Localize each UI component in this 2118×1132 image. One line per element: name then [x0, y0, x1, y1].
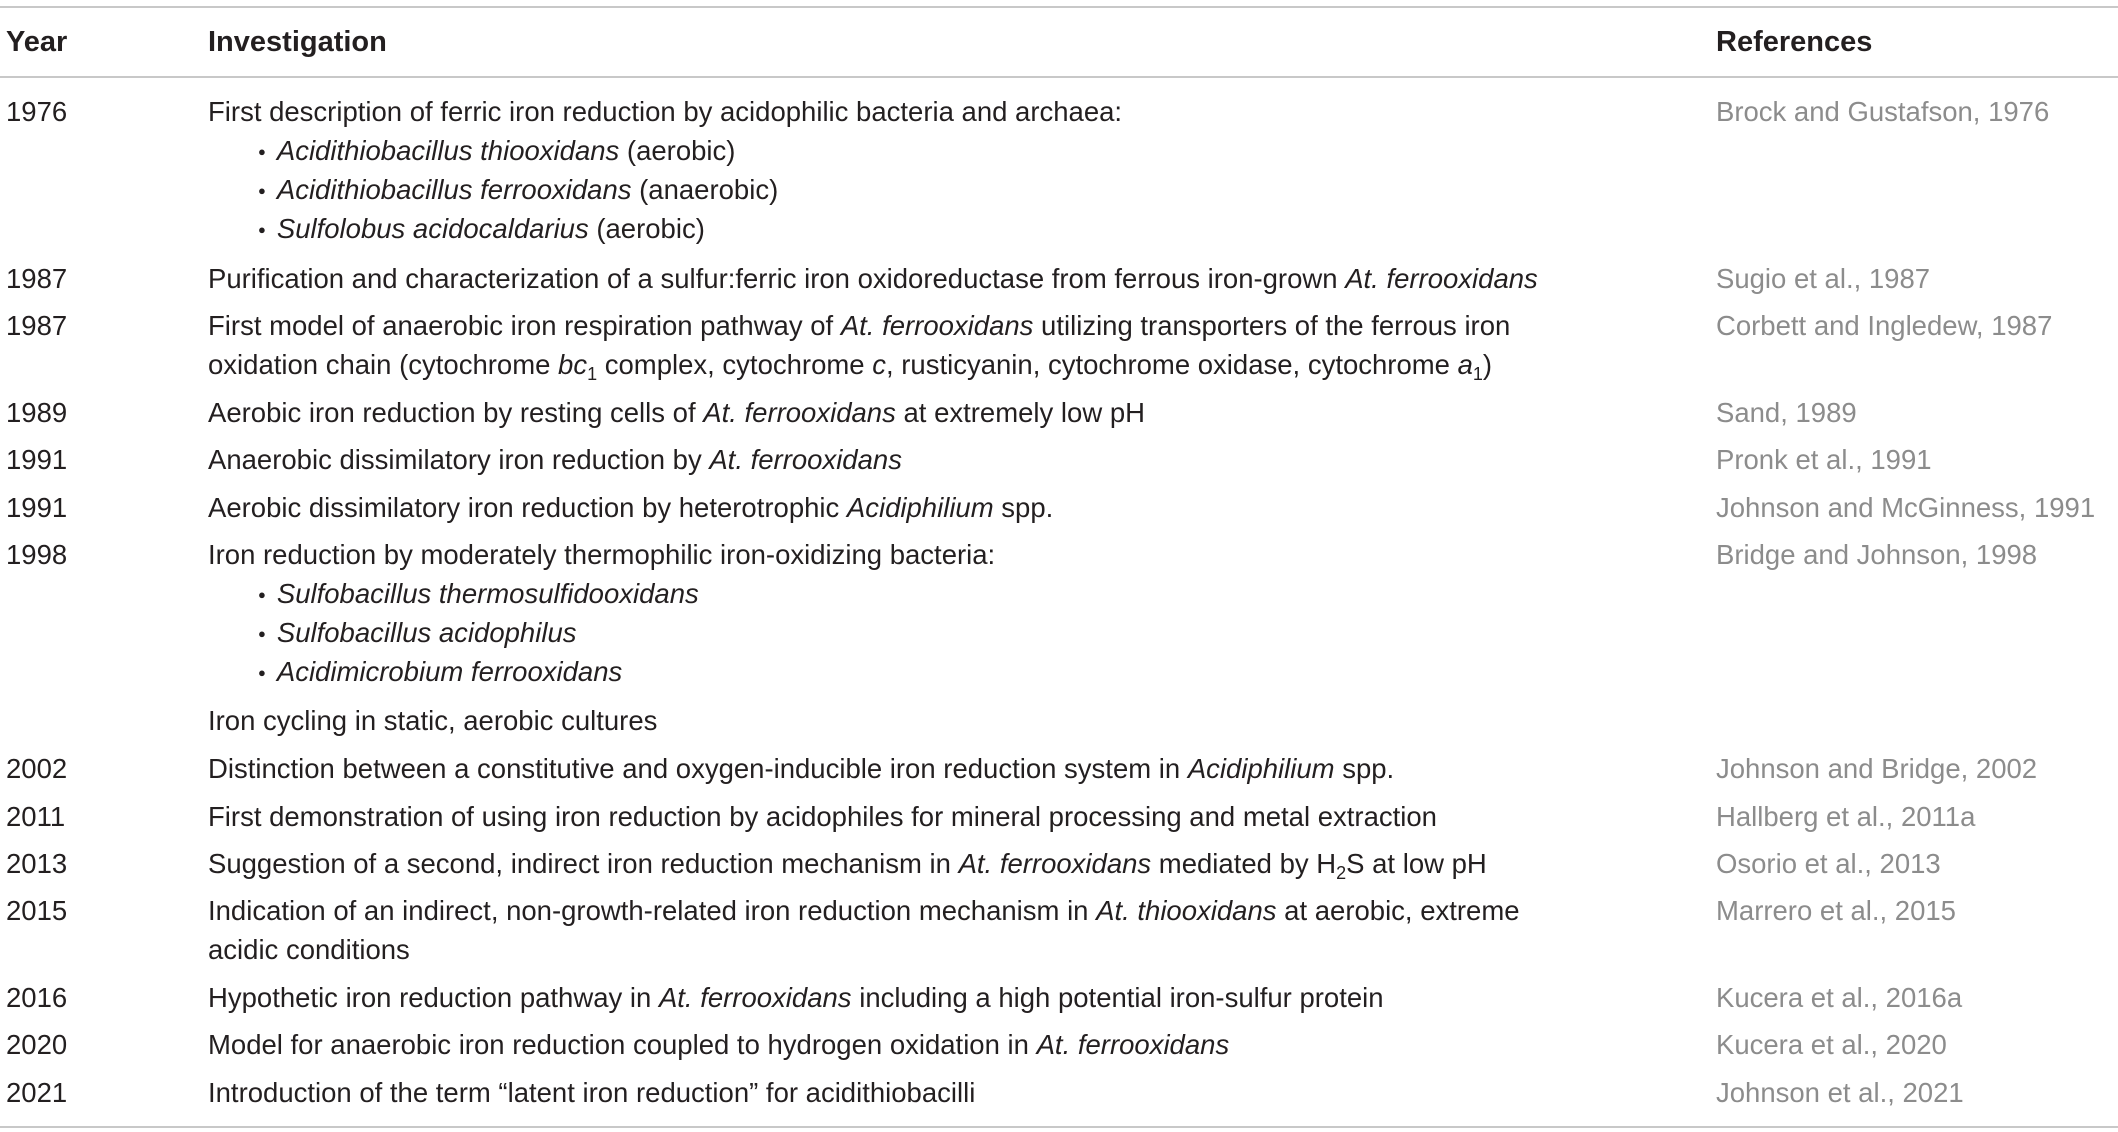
reference-cell: Kucera et al., 2016a	[1716, 982, 1963, 1013]
investigation-cell: First description of ferric iron reduction by acidophilic bacteria and archaea:	[208, 96, 1123, 127]
investigation-cell: Suggestion of a second, indirect iron reduction mechanism in At. ferrooxidans mediated by $H_2S$ at low pH	[208, 848, 1487, 883]
year-cell: 2015	[6, 895, 68, 926]
reference-cell: Brock and Gustafson, 1976	[1716, 96, 2050, 127]
bullet-item: ● Acidithiobacillus ferrooxidans (anaerobic)	[258, 170, 778, 214]
bullet-item: ● Sulfobacillus thermosulfidooxidans	[258, 574, 699, 618]
investigation-cell: Hypothetic iron reduction pathway in At. ferrooxidans including a high potential iron-sulfur protein	[208, 982, 1384, 1013]
reference-cell: Osorio et al., 2013	[1716, 848, 1941, 879]
investigation-cell: Aerobic iron reduction by resting cells of At. ferrooxidans at extremely low pH	[208, 397, 1145, 428]
investigation-cell: Distinction between a constitutive and oxygen-inducible iron reduction system in Acidiphilium spp.	[208, 753, 1395, 784]
bullet-item: ● Sulfobacillus acidophilus	[258, 613, 577, 657]
year-cell: 2016	[6, 982, 68, 1013]
year-cell: 2002	[6, 753, 68, 784]
bullet-item: ● Acidimicrobium ferrooxidans	[258, 652, 622, 696]
year-cell: 1989	[6, 397, 68, 428]
table-bottom-rule	[0, 1126, 2118, 1128]
investigation-cell: First demonstration of using iron reduction by acidophiles for mineral processing and metal extraction	[208, 801, 1437, 832]
reference-cell: Johnson and Bridge, 2002	[1716, 753, 2038, 784]
reference-cell: Bridge and Johnson, 1998	[1716, 539, 2038, 570]
year-cell: 1991	[6, 444, 68, 475]
year-cell: 2021	[6, 1077, 68, 1108]
reference-cell: Kucera et al., 2020	[1716, 1029, 1947, 1060]
header-year: Year	[6, 26, 68, 58]
investigation-cell-continued: oxidation chain (cytochrome $bc_1$ complex, cytochrome c, rusticyanin, cytochrome oxidase, cytochrome $a_1$)	[208, 349, 1493, 384]
reference-cell: Marrero et al., 2015	[1716, 895, 1956, 926]
investigation-cell: First model of anaerobic iron respiration pathway of At. ferrooxidans utilizing transporters of the ferrous iron	[208, 310, 1511, 341]
header-investigation: Investigation	[208, 26, 387, 58]
year-cell: 2020	[6, 1029, 68, 1060]
table-top-rule	[0, 6, 2118, 8]
header-references: References	[1716, 26, 1873, 58]
investigation-cell: Introduction of the term “latent iron reduction” for acidithiobacilli	[208, 1077, 976, 1108]
header-rule	[0, 76, 2118, 78]
year-cell: 1998	[6, 539, 68, 570]
investigation-cell-continued: acidic conditions	[208, 934, 410, 965]
investigation-cell: Aerobic dissimilatory iron reduction by heterotrophic Acidiphilium spp.	[208, 492, 1054, 523]
reference-cell: Johnson and McGinness, 1991	[1716, 492, 2096, 523]
investigation-cell-continued: Iron cycling in static, aerobic cultures	[208, 705, 658, 736]
bullet-item: ● Sulfolobus acidocaldarius (aerobic)	[258, 209, 705, 253]
bullet-item: ● Acidithiobacillus thiooxidans (aerobic)	[258, 131, 735, 175]
year-cell: 1987	[6, 310, 68, 341]
investigation-cell: Iron reduction by moderately thermophilic iron-oxidizing bacteria:	[208, 539, 996, 570]
investigation-cell: Anaerobic dissimilatory iron reduction by At. ferrooxidans	[208, 444, 902, 475]
year-cell: 2013	[6, 848, 68, 879]
reference-cell: Johnson et al., 2021	[1716, 1077, 1964, 1108]
reference-cell: Corbett and Ingledew, 1987	[1716, 310, 2053, 341]
year-cell: 1976	[6, 96, 68, 127]
year-cell: 1991	[6, 492, 68, 523]
investigation-cell: Model for anaerobic iron reduction coupled to hydrogen oxidation in At. ferrooxidans	[208, 1029, 1230, 1060]
reference-cell: Pronk et al., 1991	[1716, 444, 1932, 475]
year-cell: 2011	[6, 801, 66, 832]
investigation-cell: Purification and characterization of a sulfur:ferric iron oxidoreductase from ferrous iron-grown At. ferrooxidans	[208, 263, 1538, 294]
reference-cell: Sugio et al., 1987	[1716, 263, 1931, 294]
reference-cell: Sand, 1989	[1716, 397, 1857, 428]
year-cell: 1987	[6, 263, 68, 294]
reference-cell: Hallberg et al., 2011a	[1716, 801, 1976, 832]
investigation-cell: Indication of an indirect, non-growth-related iron reduction mechanism in At. thiooxidans at aerobic, extreme	[208, 895, 1520, 926]
